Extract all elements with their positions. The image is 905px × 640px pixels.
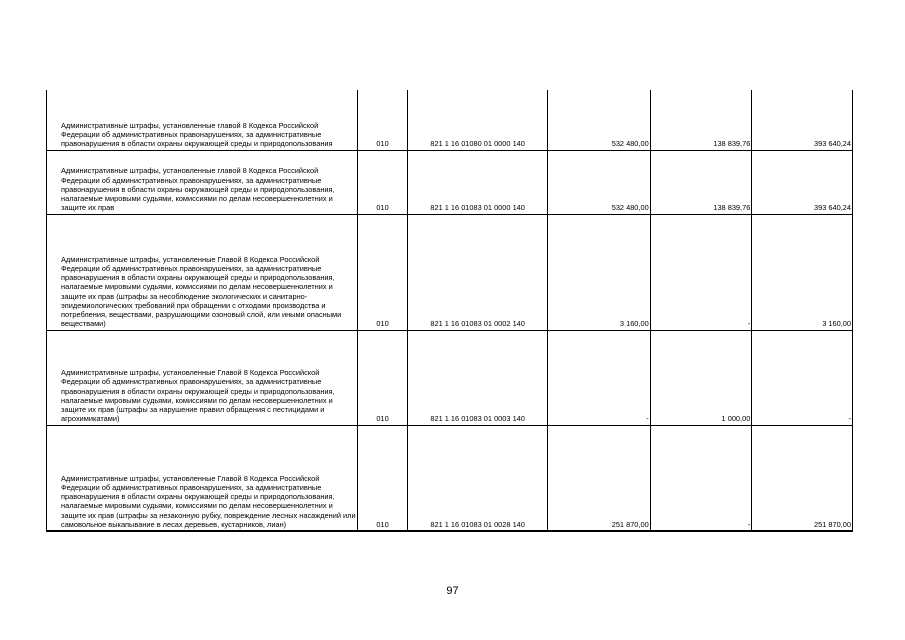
row-budget-code: 821 1 16 01083 01 0000 140 — [408, 150, 548, 214]
budget-table — [46, 90, 853, 532]
row-line-code: 010 — [357, 330, 407, 425]
row-name: Административные штрафы, установленные главой 8 Кодекса Российской Федерации об административных правонарушениях, за административные правонарушения в области охраны окружающей среды и природопользования, налагаемые мировыми судьями, комиссиями по делам несовершеннолетних и защите их прав — [47, 150, 358, 214]
row-approved: - — [548, 330, 651, 425]
row-executed: 138 839,76 — [650, 150, 752, 214]
row-budget-code: 821 1 16 01080 01 0000 140 — [408, 90, 548, 150]
row-approved: 532 480,00 — [548, 90, 651, 150]
row-unexecuted: 393 640,24 — [752, 90, 853, 150]
row-executed: - — [650, 425, 752, 531]
table-row — [47, 90, 853, 150]
row-approved: 532 480,00 — [548, 150, 651, 214]
table-row — [47, 425, 853, 531]
row-executed: - — [650, 214, 752, 330]
row-budget-code: 821 1 16 01083 01 0002 140 — [408, 214, 548, 330]
row-name: Административные штрафы, установленные Главой 8 Кодекса Российской Федерации об административных правонарушениях, за административные правонарушения в области охраны окружающей среды и природопользования, налагаемые мировыми судьями, комиссиями по делам несовершеннолетних и защите их прав (штрафы за незаконную рубку, повреждение лесных насаждений или самовольное выкапывание в лесах деревьев, кустарников, лиан) — [47, 425, 358, 531]
row-approved: 3 160,00 — [548, 214, 651, 330]
row-budget-code: 821 1 16 01083 01 0028 140 — [408, 425, 548, 531]
row-approved: 251 870,00 — [548, 425, 651, 531]
row-name: Административные штрафы, установленные Главой 8 Кодекса Российской Федерации об административных правонарушениях, за административные правонарушения в области охраны окружающей среды и природопользования, налагаемые мировыми судьями, комиссиями по делам несовершеннолетних и защите их прав (штрафы за несоблюдение экологических и санитарно-эпидемиологических требований при обращении с отходами производства и потребления, веществами, разрушающими озоновый слой, или иными опасными веществами) — [47, 214, 358, 330]
row-line-code: 010 — [357, 150, 407, 214]
row-name: Административные штрафы, установленные главой 8 Кодекса Российской Федерации об административных правонарушениях, за административные правонарушения в области охраны окружающей среды и природопользования — [47, 90, 358, 150]
table-row — [47, 214, 853, 330]
row-budget-code: 821 1 16 01083 01 0003 140 — [408, 330, 548, 425]
table-row — [47, 150, 853, 214]
row-unexecuted: - — [752, 330, 853, 425]
row-line-code: 010 — [357, 214, 407, 330]
page-number: 97 — [446, 585, 459, 597]
row-line-code: 010 — [357, 425, 407, 531]
row-line-code: 010 — [357, 90, 407, 150]
table-row — [47, 330, 853, 425]
row-name: Административные штрафы, установленные Главой 8 Кодекса Российской Федерации об административных правонарушениях, за административные правонарушения в области охраны окружающей среды и природопользования, налагаемые мировыми судьями, комиссиями по делам несовершеннолетних и защите их прав (штрафы за нарушение правил обращения с пестицидами и агрохимикатами) — [47, 330, 358, 425]
row-unexecuted: 3 160,00 — [752, 214, 853, 330]
row-unexecuted: 393 640,24 — [752, 150, 853, 214]
row-executed: 1 000,00 — [650, 330, 752, 425]
row-executed: 138 839,76 — [650, 90, 752, 150]
row-unexecuted: 251 870,00 — [752, 425, 853, 531]
